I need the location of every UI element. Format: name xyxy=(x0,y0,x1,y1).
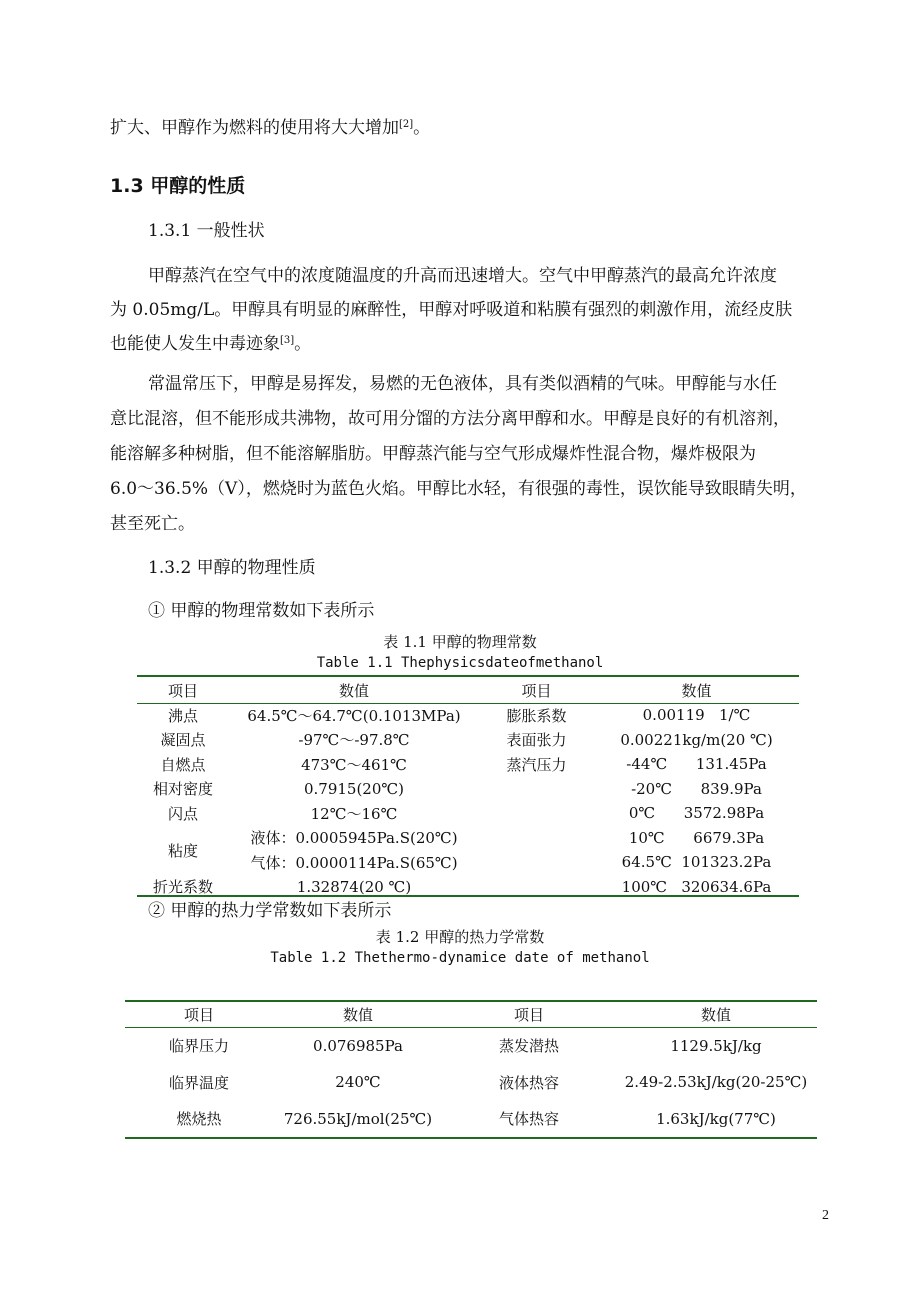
table-row xyxy=(137,703,799,728)
value-cell: 0.7915(20℃) xyxy=(303,779,405,798)
header-cell: 项目 xyxy=(167,681,198,700)
item-cell: 折光系数 xyxy=(152,878,213,897)
table-2-caption-cn: 表 1.2 甲醇的热力学常数 xyxy=(375,928,545,946)
subsection-heading-1-3-2: 1.3.2 甲醇的物理性质 xyxy=(148,558,316,578)
section-heading-1-3: 1.3 甲醇的性质 xyxy=(110,175,246,197)
item-cell xyxy=(479,801,594,826)
list-item-thermodynamic-constants: ② 甲醇的热力学常数如下表所示 xyxy=(148,901,392,921)
value-cell: 0.076985Pa xyxy=(313,1036,403,1055)
reference-marker: [3] xyxy=(280,335,295,346)
item-cell: 粘度 xyxy=(167,841,198,860)
paragraph-2-line-2: 意比混溶，但不能形成共沸物，故可用分馏的方法分离甲醇和水。甲醇是良好的有机溶剂， xyxy=(110,409,790,429)
value-cell: 0.00119 1/℃ xyxy=(642,706,751,725)
value-cell: 726.55kJ/mol(25℃) xyxy=(283,1109,433,1128)
table-1-caption-en: Table 1.1 Thephysicsdateofmethanol xyxy=(316,655,604,671)
header-cell: 数值 xyxy=(342,1006,373,1024)
value-cell: -44℃ 131.45Pa xyxy=(626,755,767,774)
paragraph-1-line-3-end: 。 xyxy=(294,334,312,354)
item-cell: 表面张力 xyxy=(506,731,567,750)
list-item-physical-constants: ① 甲醇的物理常数如下表所示 xyxy=(148,601,375,621)
value-cell: 100℃ 320634.6Pa xyxy=(621,877,772,896)
item-cell: 闪点 xyxy=(167,804,198,823)
item-cell: 自燃点 xyxy=(160,755,206,774)
value-cell: 2.49-2.53kJ/kg(20-25℃) xyxy=(624,1073,808,1091)
paragraph-1-line-1: 甲醇蒸汽在空气中的浓度随温度的升高而迅速增大。空气中甲醇蒸汽的最高允许浓度 xyxy=(148,266,777,286)
table-row xyxy=(125,1027,817,1064)
header-cell: 项目 xyxy=(513,1006,544,1024)
item-cell: 气体热容 xyxy=(498,1110,559,1128)
value-cell: 气体：0.0000114Pa.S(65℃) xyxy=(250,853,458,872)
value-cell: 液体：0.0005945Pa.S(20℃) xyxy=(250,829,458,848)
table-row xyxy=(137,777,799,802)
value-cell: 0.00221kg/m(20 ℃) xyxy=(620,730,773,749)
value-cell: 1.32874(20 ℃) xyxy=(296,877,412,896)
value-cell: -97℃～-97.8℃ xyxy=(298,731,410,750)
item-cell xyxy=(479,777,594,802)
item-cell: 凝固点 xyxy=(160,731,206,750)
reference-marker: [2] xyxy=(399,119,414,130)
table-row xyxy=(137,850,799,875)
value-cell: 64.5℃ 101323.2Pa xyxy=(621,853,772,872)
header-cell: 项目 xyxy=(183,1006,214,1024)
item-cell: 临界温度 xyxy=(168,1073,229,1092)
intro-tail-end: 。 xyxy=(413,118,431,138)
value-cell: 10℃ 6679.3Pa xyxy=(628,828,765,847)
item-cell: 燃烧热 xyxy=(176,1110,222,1128)
item-cell: 蒸发潜热 xyxy=(498,1037,559,1055)
paragraph-2-line-5: 甚至死亡。 xyxy=(110,514,195,534)
paragraph-1-line-3 xyxy=(110,334,311,354)
header-cell: 数值 xyxy=(681,681,712,700)
value-cell: 1129.5kJ/kg xyxy=(670,1036,762,1055)
item-cell: 临界压力 xyxy=(168,1037,229,1055)
table-header-row xyxy=(137,677,799,703)
table-1-caption-cn: 表 1.1 甲醇的物理常数 xyxy=(383,633,537,651)
value-cell: 240℃ xyxy=(335,1073,381,1091)
intro-tail-text: 扩大、甲醇作为燃料的使用将大大增加 xyxy=(110,118,399,138)
item-cell xyxy=(479,826,594,851)
value-cell: 1.63kJ/kg(77℃) xyxy=(656,1109,776,1128)
table-row xyxy=(125,1100,817,1137)
subsection-heading-1-3-1: 1.3.1 一般性状 xyxy=(148,221,265,241)
item-cell xyxy=(479,850,594,875)
table-row xyxy=(137,752,799,777)
table-row xyxy=(137,728,799,753)
item-cell xyxy=(479,875,594,900)
item-cell: 液体热容 xyxy=(498,1073,559,1092)
table-2-caption-en: Table 1.2 Thethermo-dynamice date of methanol xyxy=(270,950,650,966)
paragraph-2-line-3: 能溶解多种树脂，但不能溶解脂肪。甲醇蒸汽能与空气形成爆炸性混合物，爆炸极限为 xyxy=(110,444,756,464)
table-header-row xyxy=(125,1002,817,1027)
paragraph-1-line-3-text: 也能使人发生中毒迹象 xyxy=(110,334,280,354)
header-cell: 数值 xyxy=(338,681,369,700)
thermodynamic-constants-table xyxy=(125,1002,817,1137)
value-cell: 473℃～461℃ xyxy=(301,755,407,774)
table-2-bottom-rule xyxy=(125,1137,817,1139)
value-cell: 12℃～16℃ xyxy=(310,804,398,823)
item-cell: 相对密度 xyxy=(152,780,213,799)
table-row xyxy=(137,826,799,851)
table-row xyxy=(125,1064,817,1100)
paragraph-2-line-4: 6.0～36.5%（V），燃烧时为蓝色火焰。甲醇比水轻，有很强的毒性，误饮能导致眼睛失明， xyxy=(110,479,807,499)
paragraph-1-line-2: 为 0.05mg/L。甲醇具有明显的麻醉性，甲醇对呼吸道和粘膜有强烈的刺激作用，流经皮肤 xyxy=(110,300,793,320)
item-cell: 沸点 xyxy=(167,706,198,725)
paragraph-2-line-1: 常温常压下，甲醇是易挥发，易燃的无色液体，具有类似酒精的气味。甲醇能与水任 xyxy=(148,374,777,394)
table-row xyxy=(137,801,799,826)
value-cell: -20℃ 839.9Pa xyxy=(631,779,762,798)
table-row xyxy=(137,875,799,900)
intro-tail-line xyxy=(110,118,430,138)
header-cell: 项目 xyxy=(521,681,552,700)
header-cell: 数值 xyxy=(700,1006,731,1024)
value-cell: 64.5℃～64.7℃(0.1013MPa) xyxy=(247,706,461,725)
page-number: 2 xyxy=(822,1208,829,1223)
value-cell: 0℃ 3572.98Pa xyxy=(628,804,765,823)
item-cell: 蒸汽压力 xyxy=(506,755,567,774)
physical-constants-table xyxy=(137,677,799,899)
item-cell: 膨胀系数 xyxy=(506,706,567,725)
